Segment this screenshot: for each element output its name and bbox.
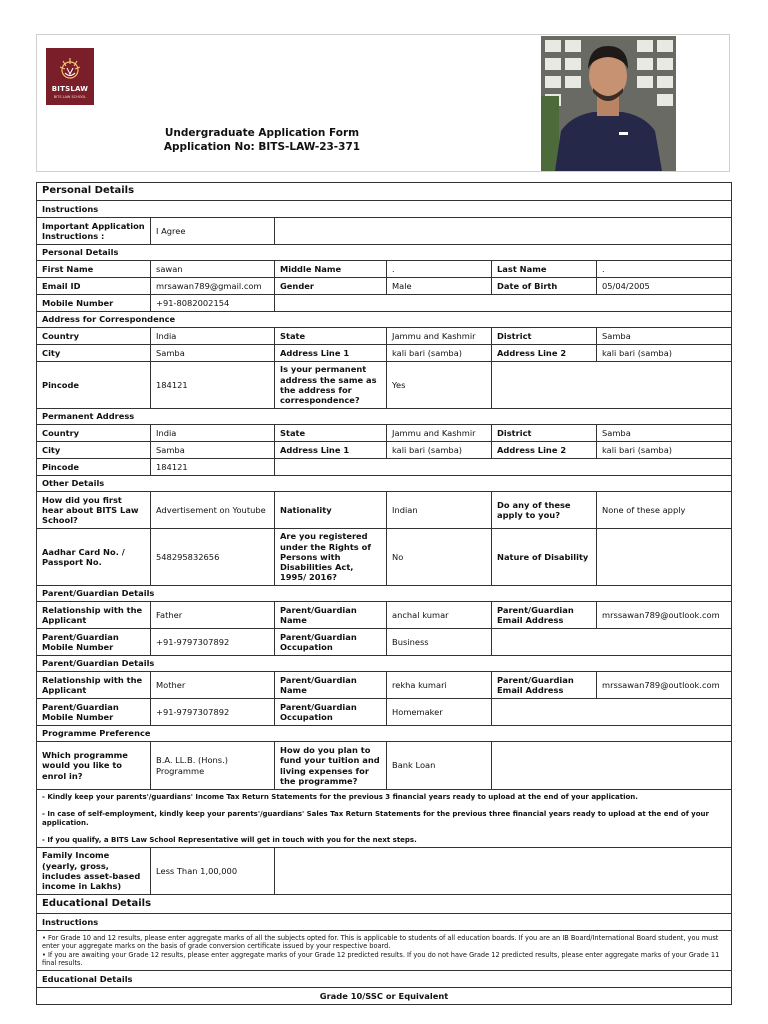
grade10-heading: Grade 10/SSC or Equivalent [37,988,732,1005]
educational-details-subheading: Educational Details [37,971,732,988]
email-value: mrsawan789@gmail.com [151,278,275,295]
perm-line1-value: kali bari (samba) [387,442,492,459]
family-income-value: Less Than 1,00,000 [151,848,275,895]
first-name-value: sawan [151,261,275,278]
guardian1-email-value: mrssawan789@outlook.com [597,602,732,629]
same-address-value: Yes [387,362,492,409]
guardian1-name-label: Parent/Guardian Name [275,602,387,629]
state-value: Jammu and Kashmir [387,328,492,345]
aadhar-value: 548295832656 [151,529,275,586]
guardian1-mobile-value: +91-9797307892 [151,629,275,656]
instructions-heading: Instructions [37,201,732,218]
hear-about-label: How did you first hear about BITS Law School? [37,492,151,529]
dob-label: Date of Birth [492,278,597,295]
section-personal-details: Personal Details [37,183,732,201]
city-label: City [37,345,151,362]
logo-text: BITSLAW [51,85,89,93]
address-line2-value: kali bari (samba) [597,345,732,362]
perm-state-value: Jammu and Kashmir [387,425,492,442]
permanent-address-heading: Permanent Address [37,409,732,425]
guardian1-relation-value: Father [151,602,275,629]
section-educational-details: Educational Details [37,895,732,914]
empty-cell [275,848,732,895]
personal-details-subheading: Personal Details [37,245,732,261]
address-line1-label: Address Line 1 [275,345,387,362]
family-income-label: Family Income (yearly, gross, includes asset-based income in Lakhs) [37,848,151,895]
form-title-block [148,127,376,154]
programme-note: - Kindly keep your parents'/guardians' Income Tax Return Statements for the previous 3 financial years ready to upload at the end of your application. [42,792,638,801]
nationality-label: Nationality [275,492,387,529]
programme-which-label: Which programme would you like to enrol in? [37,742,151,790]
edu-instructions-heading: Instructions [37,914,732,931]
hear-about-value: Advertisement on Youtube [151,492,275,529]
guardian1-occupation-value: Business [387,629,492,656]
first-name-label: First Name [37,261,151,278]
address-line1-value: kali bari (samba) [387,345,492,362]
programme-notes [37,790,732,848]
apply-to-you-label: Do any of these apply to you? [492,492,597,529]
programme-note: - If you qualify, a BITS Law School Representative will get in touch with you for the next steps. [42,835,417,844]
edu-instruction-line: • For Grade 10 and 12 results, please enter aggregate marks of all the subjects opted for. This is applicable to students of all education boards. If you are an IB Board/International Board student, you must enter your aggregate marks on the basis of grade conversion certificate issued by your respective board. [42,933,719,951]
guardian2-email-label: Parent/Guardian Email Address [492,672,597,699]
logo-subtext: BITS LAW SCHOOL [53,95,87,99]
guardian2-relation-label: Relationship with the Applicant [37,672,151,699]
guardian2-occupation-value: Homemaker [387,699,492,726]
edu-instruction-line: • If you are awaiting your Grade 12 results, please enter aggregate marks of your Grade 12 predicted results. If you do not have Grade 12 predicted results, please enter aggregate marks of your Grade 11 final results. [42,950,720,967]
guardian1-heading: Parent/Guardian Details [37,586,732,602]
empty-cell [275,218,732,245]
guardian2-email-value: mrssawan789@outlook.com [597,672,732,699]
city-value: Samba [151,345,275,362]
guardian1-relation-label: Relationship with the Applicant [37,602,151,629]
empty-cell [275,295,732,312]
empty-cell [492,699,732,726]
programme-heading: Programme Preference [37,726,732,742]
last-name-value: . [597,261,732,278]
perm-pincode-value: 184121 [151,459,275,476]
empty-cell [492,629,732,656]
country-value: India [151,328,275,345]
middle-name-value: . [387,261,492,278]
dob-value: 05/04/2005 [597,278,732,295]
last-name-label: Last Name [492,261,597,278]
mobile-value: +91-8082002154 [151,295,275,312]
aadhar-label: Aadhar Card No. / Passport No. [37,529,151,586]
guardian2-mobile-value: +91-9797307892 [151,699,275,726]
guardian1-mobile-label: Parent/Guardian Mobile Number [37,629,151,656]
address-line2-label: Address Line 2 [492,345,597,362]
logo-emblem-icon [55,54,85,84]
empty-cell [492,742,732,790]
mobile-label: Mobile Number [37,295,151,312]
edu-instructions-text [37,931,732,971]
guardian1-occupation-label: Parent/Guardian Occupation [275,629,387,656]
guardian2-occupation-label: Parent/Guardian Occupation [275,699,387,726]
important-instructions-value: I Agree [151,218,275,245]
middle-name-label: Middle Name [275,261,387,278]
empty-cell [492,362,732,409]
form-title: Undergraduate Application Form [164,127,360,139]
guardian2-mobile-label: Parent/Guardian Mobile Number [37,699,151,726]
disability-value [597,529,732,586]
gender-value: Male [387,278,492,295]
applicant-photo [541,36,676,171]
rpwd-label: Are you registered under the Rights of Persons with Disabilities Act, 1995/ 2016? [275,529,387,586]
disability-label: Nature of Disability [492,529,597,586]
district-value: Samba [597,328,732,345]
bits-law-logo [46,48,94,105]
country-label: Country [37,328,151,345]
guardian2-heading: Parent/Guardian Details [37,656,732,672]
guardian1-name-value: anchal kumar [387,602,492,629]
state-label: State [275,328,387,345]
empty-cell [275,459,732,476]
application-form-table [36,182,732,1005]
application-number: Application No: BITS-LAW-23-371 [163,140,361,153]
pincode-label: Pincode [37,362,151,409]
nationality-value: Indian [387,492,492,529]
email-label: Email ID [37,278,151,295]
perm-country-label: Country [37,425,151,442]
apply-to-you-value: None of these apply [597,492,732,529]
perm-city-value: Samba [151,442,275,459]
rpwd-value: No [387,529,492,586]
guardian2-name-value: rekha kumari [387,672,492,699]
guardian2-name-label: Parent/Guardian Name [275,672,387,699]
other-details-heading: Other Details [37,476,732,492]
gender-label: Gender [275,278,387,295]
perm-line2-value: kali bari (samba) [597,442,732,459]
perm-line1-label: Address Line 1 [275,442,387,459]
perm-district-value: Samba [597,425,732,442]
district-label: District [492,328,597,345]
important-instructions-label: Important Application Instructions : [37,218,151,245]
correspondence-heading: Address for Correspondence [37,312,732,328]
funding-value: Bank Loan [387,742,492,790]
programme-note: - In case of self-employment, kindly keep your parents'/guardians' Sales Tax Return Statements for the previous three financial years ready to upload at the end of your application. [42,809,709,827]
same-address-label: Is your permanent address the same as the address for correspondence? [275,362,387,409]
pincode-value: 184121 [151,362,275,409]
perm-district-label: District [492,425,597,442]
perm-line2-label: Address Line 2 [492,442,597,459]
guardian1-email-label: Parent/Guardian Email Address [492,602,597,629]
perm-state-label: State [275,425,387,442]
perm-city-label: City [37,442,151,459]
funding-label: How do you plan to fund your tuition and living expenses for the programme? [275,742,387,790]
guardian2-relation-value: Mother [151,672,275,699]
perm-country-value: India [151,425,275,442]
perm-pincode-label: Pincode [37,459,151,476]
programme-which-value: B.A. LL.B. (Hons.) Programme [151,742,275,790]
